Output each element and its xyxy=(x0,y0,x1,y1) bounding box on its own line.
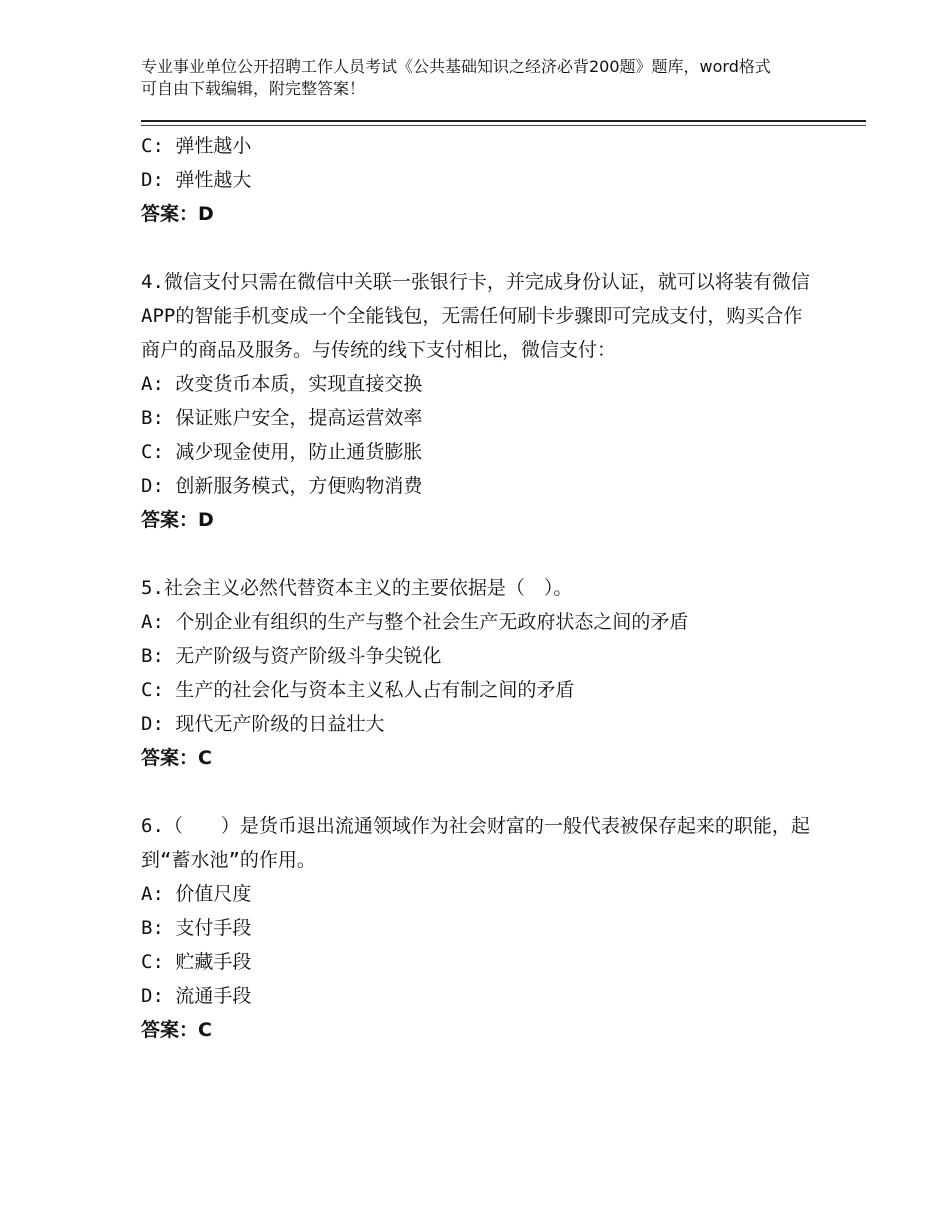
question-stem: 4.微信支付只需在微信中关联一张银行卡，并完成身份认证，就可以将装有微信APP的智能手机变成一个全能钱包，无需任何刷卡步骤即可完成支付，购买合作商户的商品及服务。与传统的线下支付相比，微信支付： xyxy=(141,271,810,361)
option-b: B: 支付手段 xyxy=(141,917,252,939)
answer: 答案：C xyxy=(141,747,212,769)
question-content xyxy=(141,129,811,1047)
option-b: B: 无产阶级与资产阶级斗争尖锐化 xyxy=(141,645,442,667)
option-d: D: 现代无产阶级的日益壮大 xyxy=(141,713,385,735)
option-a: A: 改变货币本质，实现直接交换 xyxy=(141,373,423,395)
option-a: A: 个别企业有组织的生产与整个社会生产无政府状态之间的矛盾 xyxy=(141,611,689,633)
document-header: 专业事业单位公开招聘工作人员考试《公共基础知识之经济必背200题》题库，word格式可自由下载编辑，附完整答案！ xyxy=(141,57,771,98)
option-c: C: 生产的社会化与资本主义私人占有制之间的矛盾 xyxy=(141,679,575,701)
option-b: B: 保证账户安全，提高运营效率 xyxy=(141,407,423,429)
option-c: C: 贮藏手段 xyxy=(141,951,252,973)
option-d: D: 流通手段 xyxy=(141,985,252,1007)
header-rule-thin xyxy=(141,125,866,126)
option-c: C: 弹性越小 xyxy=(141,135,252,157)
option-c: C: 减少现金使用，防止通货膨胀 xyxy=(141,441,423,463)
option-d: D: 弹性越大 xyxy=(141,169,252,191)
header-rule-thick xyxy=(141,120,866,122)
option-a: A: 价值尺度 xyxy=(141,883,252,905)
option-d: D: 创新服务模式，方便购物消费 xyxy=(141,475,423,497)
question-stem: 5.社会主义必然代替资本主义的主要依据是（ ）。 xyxy=(141,577,573,599)
question-stem: 6.（ ）是货币退出流通领域作为社会财富的一般代表被保存起来的职能，起到“蓄水池”的作用。 xyxy=(141,815,810,871)
answer: 答案：D xyxy=(141,203,214,225)
answer: 答案：C xyxy=(141,1019,212,1041)
answer: 答案：D xyxy=(141,509,214,531)
